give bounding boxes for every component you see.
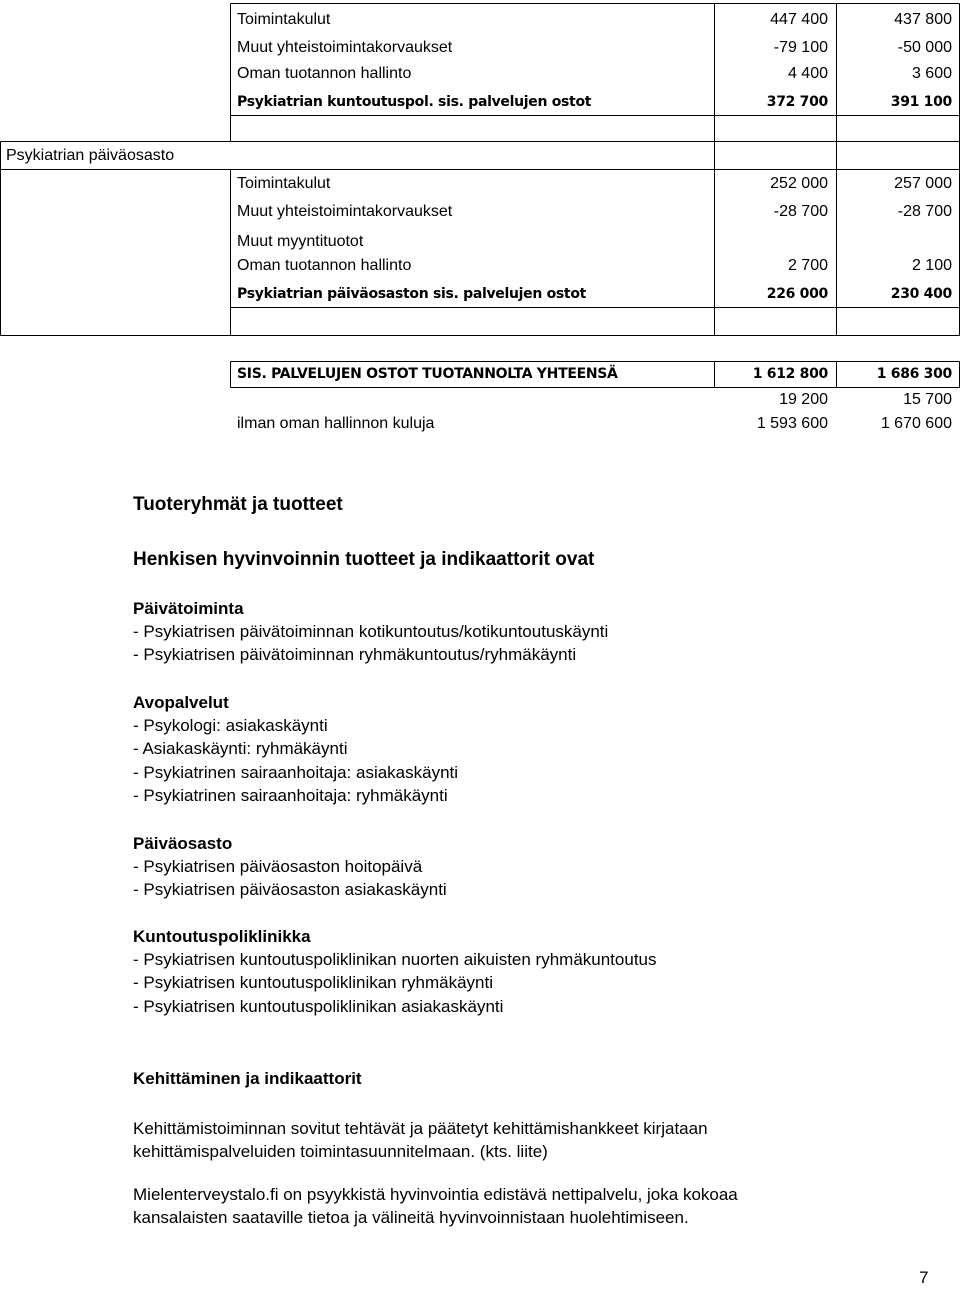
list-item: - Psykiatrinen sairaanhoitaja: ryhmäkäynti — [133, 785, 448, 805]
list-item: - Psykiatrisen kuntoutuspoliklinikan nuorten aikuisten ryhmäkuntoutus — [133, 950, 657, 969]
subtotal-label: Psykiatrian kuntoutuspol. sis. palvelujen ostot — [237, 94, 592, 110]
development-paragraph — [133, 1118, 708, 1163]
group-title: Päiväosasto — [133, 834, 233, 853]
subtotal-value-b: 230 400 — [890, 286, 952, 302]
row-label: Muut yhteistoimintakorvaukset — [237, 39, 453, 56]
row-value-b: 2 100 — [911, 257, 952, 274]
grand-total-value-b: 1 686 300 — [876, 366, 952, 382]
admin-value-a: 19 200 — [779, 391, 828, 408]
list-item: - Psykiatrinen sairaanhoitaja: asiakaskäynti — [133, 762, 459, 782]
row-value-a: -79 100 — [773, 39, 828, 56]
row-label: Oman tuotannon hallinto — [237, 65, 412, 82]
net-value-b: 1 670 600 — [880, 415, 952, 432]
product-group-day-activity — [133, 598, 608, 667]
row-value-a: 4 400 — [787, 65, 828, 82]
row-value-b: 257 000 — [894, 175, 952, 192]
paragraph-line: Kehittämistoiminnan sovitut tehtävät ja päätetyt kehittämishankkeet kirjataan — [133, 1119, 708, 1138]
products-heading: Tuoteryhmät ja tuotteet — [133, 494, 343, 515]
subtotal-value-a: 226 000 — [766, 286, 828, 302]
row-label: Toimintakulut — [237, 11, 331, 28]
row-value-a: 447 400 — [770, 11, 828, 28]
row-value-a: 2 700 — [787, 257, 828, 274]
subtotal-value-a: 372 700 — [766, 94, 828, 110]
page-number: 7 — [919, 1268, 929, 1287]
net-label: ilman oman hallinnon kuluja — [237, 415, 435, 432]
subtotal-label: Psykiatrian päiväosaston sis. palvelujen ostot — [237, 286, 587, 302]
row-label: Muut myyntituotot — [237, 233, 364, 250]
mielenterveystalo-paragraph — [133, 1184, 738, 1229]
list-item: - Psykiatrisen kuntoutuspoliklinikan asiakaskäynti — [133, 996, 504, 1016]
subtotal-value-b: 391 100 — [890, 94, 952, 110]
row-value-a: 252 000 — [770, 175, 828, 192]
row-value-b: 437 800 — [894, 11, 952, 28]
list-item: - Psykologi: asiakaskäynti — [133, 716, 328, 735]
list-item: - Psykiatrisen päivätoiminnan ryhmäkuntoutus/ryhmäkäynti — [133, 645, 577, 665]
paragraph-line: kansalaisten saataville tietoa ja välineitä hyvinvoinnistaan huolehtimiseen. — [133, 1207, 689, 1227]
net-value-a: 1 593 600 — [756, 415, 828, 432]
paragraph-line: Mielenterveystalo.fi on psyykkistä hyvinvointia edistävä nettipalvelu, joka kokoaa — [133, 1185, 738, 1204]
group-title: Kuntoutuspoliklinikka — [133, 927, 311, 946]
group-title: Päivätoiminta — [133, 599, 244, 618]
product-group-rehab-clinic — [133, 926, 657, 1018]
grand-total-label: SIS. PALVELUJEN OSTOT TUOTANNOLTA YHTEENSÄ — [237, 366, 618, 382]
paragraph-line: kehittämispalveluiden toimintasuunnitelmaan. (kts. liite) — [133, 1141, 548, 1161]
development-heading: Kehittäminen ja indikaattorit — [133, 1069, 362, 1088]
row-value-b: -28 700 — [897, 203, 952, 220]
row-value-b: 3 600 — [911, 65, 952, 82]
list-item: - Asiakaskäynti: ryhmäkäynti — [133, 739, 348, 759]
list-item: - Psykiatrisen kuntoutuspoliklinikan ryhmäkäynti — [133, 973, 493, 993]
row-label: Muut yhteistoimintakorvaukset — [237, 203, 453, 220]
list-item: - Psykiatrisen päivätoiminnan kotikuntoutus/kotikuntoutuskäynti — [133, 622, 609, 641]
admin-value-b: 15 700 — [903, 391, 952, 408]
row-label: Toimintakulut — [237, 175, 331, 192]
grand-total-value-a: 1 612 800 — [752, 366, 828, 382]
row-label: Oman tuotannon hallinto — [237, 257, 412, 274]
section-title: Psykiatrian päiväosasto — [6, 147, 175, 164]
product-group-day-ward — [133, 833, 447, 902]
row-value-a: -28 700 — [773, 203, 828, 220]
list-item: - Psykiatrisen päiväosaston asiakaskäynti — [133, 880, 447, 900]
group-title: Avopalvelut — [133, 693, 229, 712]
product-group-outpatient — [133, 692, 458, 807]
products-subheading: Henkisen hyvinvoinnin tuotteet ja indikaattorit ovat — [133, 549, 595, 570]
list-item: - Psykiatrisen päiväosaston hoitopäivä — [133, 857, 423, 876]
row-value-b: -50 000 — [897, 39, 952, 56]
